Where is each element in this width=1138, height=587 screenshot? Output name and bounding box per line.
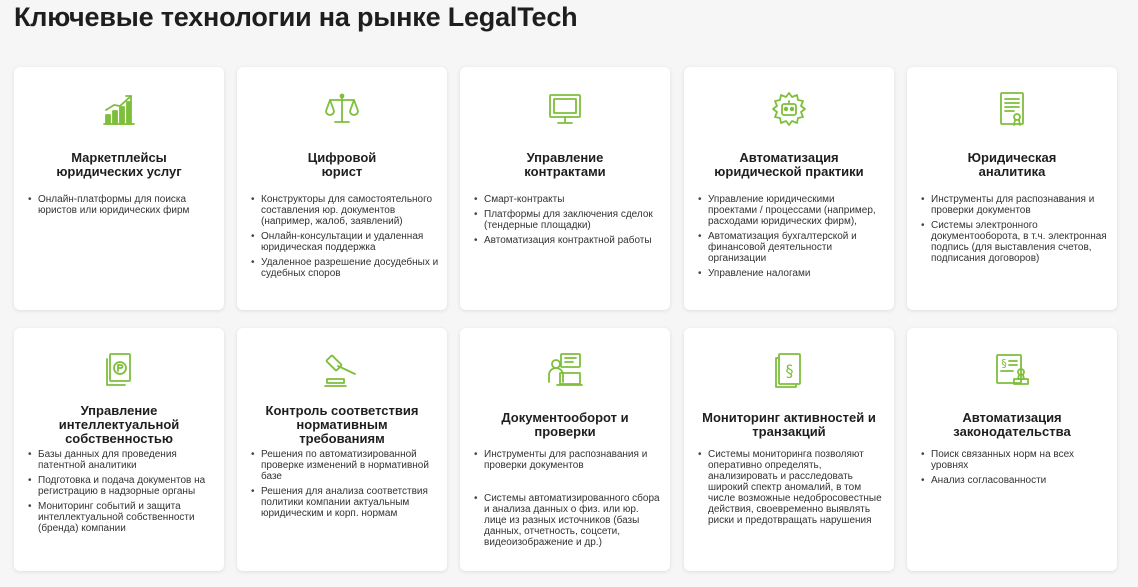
- bullet-list: [472, 449, 662, 552]
- scales-icon: [237, 91, 447, 127]
- list-item: • Анализ согласованности: [919, 475, 1109, 486]
- list-item: • Решения по автоматизированной проверке изменений в нормативной базе: [249, 449, 439, 482]
- card-marketplaces: [14, 67, 224, 310]
- list-item: • Онлайн-платформы для поиска юристов или юридических фирм: [26, 194, 216, 216]
- robot-gear-icon: [684, 91, 894, 127]
- card-title: Автоматизация законодательства: [953, 410, 1071, 439]
- card-digital-lawyer: [237, 67, 447, 310]
- list-item: • Мониторинг событий и защита интеллектуальной собственности (бренда) компании: [26, 501, 216, 534]
- list-item: • Удаленное разрешение досудебных и судебных споров: [249, 257, 439, 279]
- list-item: • Автоматизация бухгалтерской и финансовой деятельности организации: [696, 231, 886, 264]
- list-item: • Системы мониторинга позволяют оперативно определять, анализировать и расследовать широкий спектр аномалий, в том числе возможные недобросовестные действия, своевременно выявлять риски и предотвращать нарушения: [696, 449, 886, 526]
- list-item: • Решения для анализа соответствия политики компании актуальным юридическим и корп. нормам: [249, 486, 439, 519]
- bullet-list: [919, 194, 1109, 268]
- list-item: • Инструменты для распознавания и проверки документов: [472, 449, 662, 471]
- bullet-list: [919, 449, 1109, 490]
- list-item: • Смарт-контракты: [472, 194, 662, 205]
- card-compliance-control: [237, 328, 447, 571]
- bullet-list: [696, 449, 886, 530]
- card-title: Цифровой юрист: [307, 150, 377, 179]
- bullet-list: [249, 194, 439, 283]
- card-contract-management: [460, 67, 670, 310]
- list-item: • Подготовка и подача документов на регистрацию в надзорные органы: [26, 475, 216, 497]
- card-activity-monitoring: [684, 328, 894, 571]
- card-title: Юридическая аналитика: [967, 150, 1057, 179]
- svg-text:§: §: [785, 361, 794, 380]
- certificate-icon: [907, 91, 1117, 127]
- card-title: Управление контрактами: [524, 150, 606, 179]
- list-item: • Автоматизация контрактной работы: [472, 235, 662, 246]
- list-item: • Онлайн-консультации и удаленная юридическая поддержка: [249, 231, 439, 253]
- card-legislation-automation: [907, 328, 1117, 571]
- list-item: • Управление налогами: [696, 268, 886, 279]
- card-ip-management: [14, 328, 224, 571]
- list-item: • Платформы для заключения сделок (тендерные площадки): [472, 209, 662, 231]
- card-legal-analytics: [907, 67, 1117, 310]
- gavel-icon: [237, 352, 447, 388]
- card-legal-practice-automation: [684, 67, 894, 310]
- card-title: Контроль соответствия нормативным требованиям: [265, 403, 419, 446]
- ip-document-icon: [14, 352, 224, 388]
- bullet-list: [696, 194, 886, 283]
- card-title: Документооборот и проверки: [501, 410, 629, 439]
- bullet-list: [26, 449, 216, 538]
- monitor-icon: [460, 91, 670, 127]
- page-title: Ключевые технологии на рынке LegalTech: [14, 2, 578, 32]
- card-title: Автоматизация юридической практики: [714, 150, 864, 179]
- list-item: • Поиск связанных норм на всех уровнях: [919, 449, 1109, 471]
- list-item: • Конструкторы для самостоятельного составления юр. документов (например, жалоб, заявлений): [249, 194, 439, 227]
- list-item: • Системы электронного документооборота, в т.ч. электронная подпись (для выставления счетов, подписания договоров): [919, 220, 1109, 264]
- law-book-icon: [684, 352, 894, 388]
- card-title: Маркетплейсы юридических услуг: [56, 150, 182, 179]
- growth-chart-icon: [14, 91, 224, 127]
- bullet-list: [472, 194, 662, 250]
- list-item: • Системы автоматизированного сбора и анализа данных о физ. или юр. лице из разных источников (базы данных, отчетность, соцсети, видеоизображение и др.): [472, 493, 662, 548]
- svg-text:§: §: [1001, 357, 1007, 370]
- list-item: • Инструменты для распознавания и проверки документов: [919, 194, 1109, 216]
- person-laptop-icon: [460, 352, 670, 388]
- list-item: • Управление юридическими проектами / процессами (например, расходами юридических фирм),: [696, 194, 886, 227]
- card-document-flow: [460, 328, 670, 571]
- law-stamp-icon: [907, 352, 1117, 388]
- bullet-list: [26, 194, 216, 220]
- card-title: Мониторинг активностей и транзакций: [702, 410, 876, 439]
- list-item: • Базы данных для проведения патентной аналитики: [26, 449, 216, 471]
- bullet-list: [249, 449, 439, 523]
- card-title: Управление интеллектуальной собственностью: [58, 403, 180, 446]
